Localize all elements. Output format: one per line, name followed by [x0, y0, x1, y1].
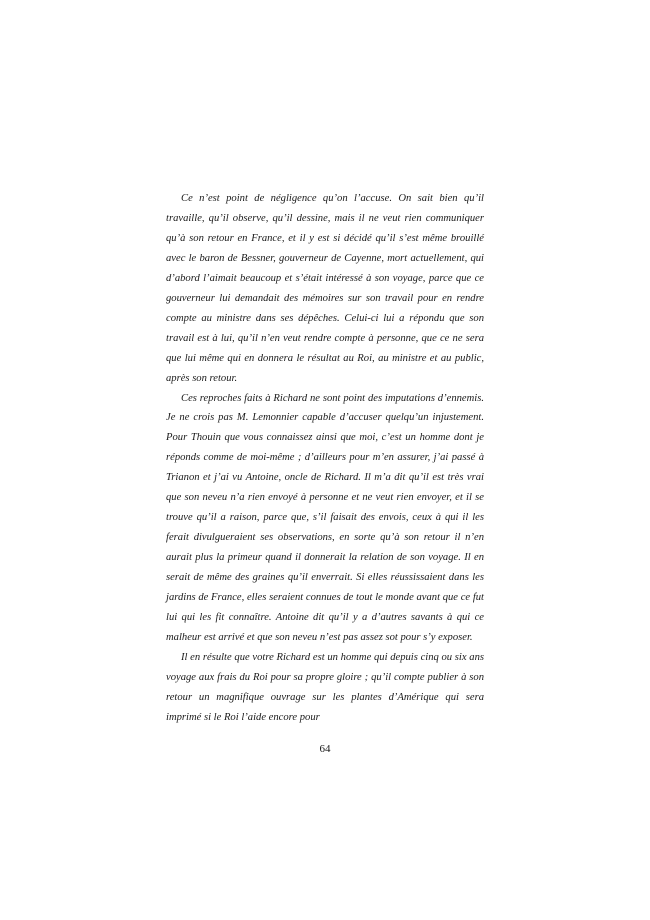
paragraph-1: Ce n’est point de négligence qu’on l’accuse. On sait bien qu’il travaille, qu’il observe, qu’il dessine, mais il ne veut rien communiquer qu’à son retour en France, et il y est si décidé qu’il s’est même brouillé avec le baron de Bessner, gouverneur de Cayenne, mort actuellement, qui d’abord l’aimait beaucoup et s’était intéressé à son voyage, parce que ce gouverneur lui demandait des mémoires sur son travail pour en rendre compte au ministre dans ses dépêches. Celui-ci lui a répondu que son travail est à lui, qu’il n’en veut rendre compte à personne, que ce ne sera que lui même qui en donnera le résultat au Roi, au ministre et au public, après son retour. [166, 193, 484, 384]
page-number: 64 [319, 743, 331, 755]
paragraph-2: Ces reproches faits à Richard ne sont point des imputations d’ennemis. Je ne crois pas M. Lemonnier capable d’accuser quelqu’un injustement. Pour Thouin que vous connaissez ainsi que moi, c’est un homme dont je réponds comme de moi-même ; d’ailleurs pour m’en assurer, j’ai passé à Trianon et j’ai vu Antoine, oncle de Richard. Il m’a dit qu’il est très vrai que son neveu n’a rien envoyé à personne et ne veut rien envoyer, et il se trouve qu’il a raison, parce que, s’il faisait des envois, ceux à qui il les ferait divulgueraient ses observations, en sorte qu’à son retour il n’en aurait plus la primeur quand il donnerait la relation de son voyage. Il en serait de même des graines qu’il enverrait. Si elles réussissaient dans les jardins de France, elles seraient connues de tout le monde avant que ce fut lui qui les fit connaître. Antoine dit qu’il y a d’autres savants à qui ce malheur est arrivé et que son neveu n’est pas assez sot pour s’y exposer. [166, 392, 484, 643]
paragraph-3: Il en résulte que votre Richard est un homme qui depuis cinq ou six ans voyage aux frais du Roi pour sa propre gloire ; qu’il compte publier à son retour un magnifique ouvrage sur les plantes d’Amérique qui sera imprimé si le Roi l’aide encore pour [166, 651, 484, 723]
body-text [166, 189, 484, 728]
